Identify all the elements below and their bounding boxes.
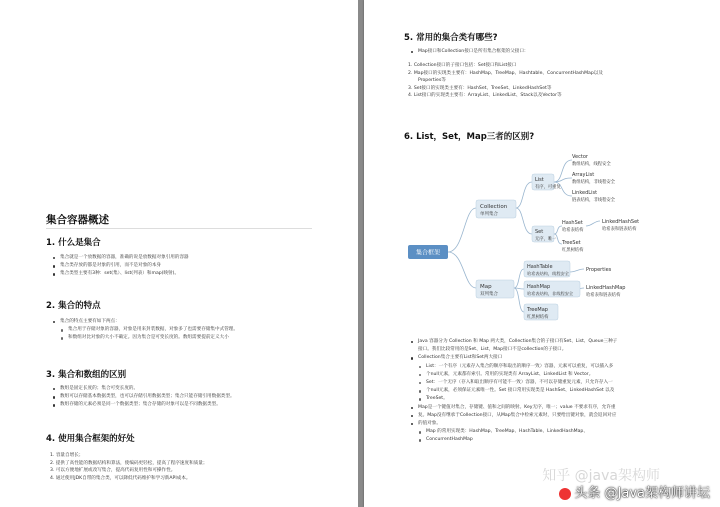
page-title: 集合容器概述 xyxy=(46,214,109,226)
map-desc: 双列集合 xyxy=(480,292,498,297)
section-2-heading: 2. 集合的特点 xyxy=(46,301,101,311)
section-5-heading: 5. 常用的集合类有哪些? xyxy=(404,33,498,43)
list-name: List xyxy=(535,177,544,183)
list-item: Map是一个键值对集合，存储键、值和之间的映射。Key无序，唯一；value 不要求有序，允许重 xyxy=(410,404,710,412)
list-item: Map接口和Collection接口是所有集合框架的父接口： xyxy=(410,48,529,56)
set-desc: 无序，唯一 xyxy=(535,237,557,242)
list-item: 数组可以存储基本数据类型，也可以存储引用数据类型；集合只能存储引用数据类型。 xyxy=(52,393,235,401)
list-item: 3. 可以方便地扩展或改写集合，提高代码复用性和可操作性。 xyxy=(50,468,176,474)
list-item: 数组是固定长度的；集合可变长度的。 xyxy=(52,385,235,393)
document-page-right xyxy=(364,0,720,507)
hashset-name: HashSet xyxy=(562,220,583,226)
hashmap-desc: 哈希表结构，非线程安全 xyxy=(527,291,574,296)
properties-name: Properties xyxy=(586,267,612,273)
linkedlist-name: LinkedList xyxy=(572,190,598,196)
list-item: 个null元素，元素都有索引。常用的实现类有 ArrayList、LinkedList 和 Vector。 xyxy=(410,371,710,379)
hashset-desc: 哈希表结构 xyxy=(562,228,584,233)
vector-desc: 数组结构，线程安全 xyxy=(572,162,611,167)
list-item: 2. Map接口的实现类主要有：HashMap、TreeMap、Hashtable、ConcurrentHashMap以及 xyxy=(408,70,603,76)
document-page-left xyxy=(0,0,358,507)
hashtable-desc: 哈希表结构，线程安全 xyxy=(527,271,569,276)
section-3-list xyxy=(52,385,235,410)
watermark-text: 头条 @Java架构师讲坛 xyxy=(574,486,710,501)
list-item: 集合类型主要有3种：set(集）、list(列表）和map(映射)。 xyxy=(52,270,189,278)
section-1-heading: 1. 什么是集合 xyxy=(46,238,101,248)
list-item: 集合类存放的都是对象的引用，而不是对象的本身 xyxy=(52,262,189,270)
list-item: Set：一个无序（存入和取出顺序有可能不一致）容器，不可以存储重复元素，只允许存入一 xyxy=(410,379,710,387)
arraylist-name: ArrayList xyxy=(572,172,595,178)
list-item: 1. Collection接口的子接口包括：Set接口和List接口 xyxy=(408,63,517,68)
list-desc: 有序，可重复 xyxy=(535,185,561,190)
linkedhashset-name: LinkedHashSet xyxy=(602,219,640,225)
treeset-desc: 红黑树结构 xyxy=(562,248,584,253)
section-3-heading: 3. 集合和数组的区别 xyxy=(46,370,127,380)
list-item: Map 的常用实现类：HashMap、TreeMap、HashTable、LinkedHashMap、 xyxy=(410,428,710,436)
treeset-name: TreeSet xyxy=(562,240,581,246)
arraylist-desc: 数组结构，非线程安全 xyxy=(572,180,615,185)
list-item: 2. 提供了高性能的数据结构和算法，使编码更轻松，提高了程序速度和质量； xyxy=(50,460,208,466)
hashtable-name: HashTable xyxy=(527,264,553,270)
section-4-list xyxy=(50,452,207,482)
linkedhashmap-desc: 哈希表和链表结构 xyxy=(586,293,621,298)
list-item: 接口。我们比较常用的是Set、List，Map接口不是collection的子接口。 xyxy=(418,347,567,353)
list-item: 的值对象。 xyxy=(410,420,710,428)
section-4-heading: 4. 使用集合框架的好处 xyxy=(46,434,135,444)
list-item: List：一个有序（元素存入集合的顺序和取出的顺序一致）容器，元素可以重复，可以插入多 xyxy=(410,363,710,371)
watermark-zhihu: 知乎 @java架构师 xyxy=(542,468,660,484)
list-item: 复。Map没有继承于Collection接口，从Map集合中检索元素时，只要给出键对象，就会返回对应 xyxy=(410,412,710,420)
list-item: Properties等 xyxy=(418,78,446,84)
list-item: 4. List接口的实现类主要有：ArrayList、LinkedList、Stack以及Vector等 xyxy=(408,93,562,99)
map-name: Map xyxy=(480,284,492,290)
collection-mindmap xyxy=(404,148,704,334)
list-item: 和数组对比对象的大小不确定。因为集合是可变长度的。数组需要提前定义大小 xyxy=(52,334,238,342)
list-item: 集合用于存储对象的容器，对象是用来封装数据，对象多了也需要存储集中式管理。 xyxy=(52,326,238,334)
linkedhashset-desc: 哈希表和链表结构 xyxy=(602,227,637,232)
hashmap-name: HashMap xyxy=(527,284,551,290)
linkedhashmap-name: LinkedHashMap xyxy=(586,285,626,291)
vector-name: Vector xyxy=(572,154,588,160)
section-5-list xyxy=(408,62,603,100)
section-6-notes xyxy=(410,338,710,445)
treemap-desc: 红黑树结构 xyxy=(527,315,549,320)
set-name: Set xyxy=(535,229,544,235)
section-2-list xyxy=(52,318,238,343)
list-item: 个null元素，必须保证元素唯一性。Set 接口常用实现类是 HashSet、LinkedHashSet 以及 xyxy=(410,387,710,395)
list-item: ConcurrentHashMap xyxy=(410,436,710,444)
section-1-list xyxy=(52,254,189,279)
list-item: 1. 容量自增长； xyxy=(50,453,84,458)
list-item: 数组存储的元素必须是同一个数据类型；集合存储的对象可以是不同数据类型。 xyxy=(52,401,235,409)
section-6-heading: 6. List，Set，Map三者的区别? xyxy=(404,132,535,142)
list-item: TreeSet。 xyxy=(410,395,710,403)
list-item: Java 容器分为 Collection 和 Map 两大类，Collection集合的子接口有Set、List、Queue三种子 xyxy=(410,338,710,346)
watermark-toutiao xyxy=(559,482,710,501)
treemap-name: TreeMap xyxy=(527,307,548,313)
collection-desc: 单列集合 xyxy=(480,212,498,217)
list-item: 4. 通过使用JDK自带的集合类，可以降低代码维护和学习新API成本。 xyxy=(50,475,191,481)
section-5-lead xyxy=(410,48,529,56)
collection-name: Collection xyxy=(480,204,508,210)
linkedlist-desc: 链表结构，非线程安全 xyxy=(572,198,615,203)
root-label: 集合框架 xyxy=(415,249,441,257)
title-divider xyxy=(46,228,312,229)
list-item: 3. Set接口的实现类主要有：HashSet、TreeSet、LinkedHashSet等 xyxy=(408,85,552,91)
list-item: 集合的特点主要有如下两点： xyxy=(52,318,238,326)
list-item: Collection集合主要有List和Set两大接口 xyxy=(410,354,710,362)
toutiao-logo-icon xyxy=(559,488,571,500)
list-item: 集合就是一个放数据的容器，准确的说是放数据对象引用的容器 xyxy=(52,254,189,262)
